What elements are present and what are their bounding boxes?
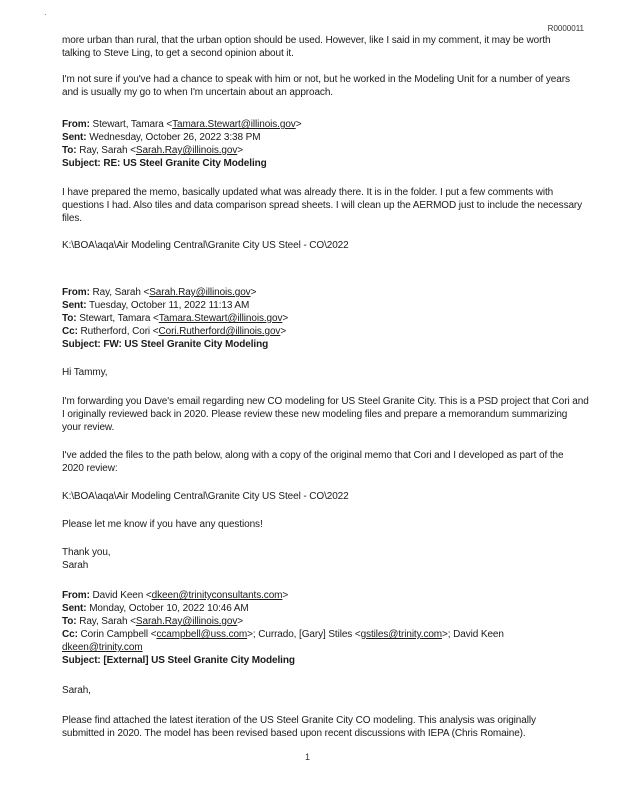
email3-to: [62, 615, 243, 628]
from-value: David Keen <: [92, 590, 152, 601]
email2-cc: [62, 325, 286, 338]
final-line-1: Please find attached the latest iteration of the US Steel Granite City CO modeling. This analysis was originally: [62, 715, 536, 726]
memo-line-1: I have prepared the memo, basically updated what was already there. It is in the folder. I put a few comments with: [62, 187, 554, 198]
email-link[interactable]: Sarah.Ray@illinois.gov: [135, 616, 238, 627]
memo-line-3: files.: [62, 213, 82, 224]
files-line-2: 2020 review:: [62, 463, 118, 474]
email-link[interactable]: dkeen@trinityconsultants.com: [151, 590, 283, 601]
signature-sarah: Sarah: [62, 560, 89, 571]
email3-cc-cont: [62, 641, 143, 654]
files-line-1: I've added the files to the path below, along with a copy of the original memo that Cori and I developed as part of the: [62, 450, 564, 461]
email-link[interactable]: Tamara.Stewart@illinois.gov: [172, 119, 296, 130]
corner-mark: ·: [44, 10, 47, 19]
file-path-1: K:\BOA\aqa\Air Modeling Central\Granite City US Steel - CO\2022: [62, 240, 349, 251]
to-value: Stewart, Tamara <: [79, 313, 159, 324]
final-line-2: submitted in 2020. The model has been revised based upon recent discussions with IEPA (Chris Romaine).: [62, 728, 526, 739]
bracket: >: [282, 313, 289, 324]
sent-value: Monday, October 10, 2022 10:46 AM: [89, 603, 249, 614]
from-label: From:: [62, 287, 90, 298]
sent-label: Sent:: [62, 132, 87, 143]
bracket: >: [295, 119, 302, 130]
from-label: From:: [62, 590, 90, 601]
email3-cc: [62, 628, 504, 641]
to-value: Ray, Sarah <: [79, 616, 136, 627]
subject-label: Subject:: [62, 655, 101, 666]
email2-from: [62, 286, 256, 299]
memo-line-2: questions I had. Also tiles and data comparison spread sheets. I will clean up the AERMOD just to include the necessary: [62, 200, 583, 211]
fwd-line-1: I'm forwarding you Dave's email regarding new CO modeling for US Steel Granite City. This is a PSD project that Cori and: [62, 396, 589, 407]
email1-sent: [62, 131, 260, 144]
email-link[interactable]: Tamara.Stewart@illinois.gov: [158, 313, 283, 324]
email-link[interactable]: dkeen@trinity.com: [62, 642, 143, 653]
email2-to: [62, 312, 288, 325]
bracket: >: [282, 590, 289, 601]
cc-value: Rutherford, Cori <: [80, 326, 159, 337]
from-value: Ray, Sarah <: [92, 287, 150, 298]
cc-label: Cc:: [62, 629, 78, 640]
fwd-line-3: your review.: [62, 422, 115, 433]
intro-line-2: talking to Steve Ling, to get a second opinion about it.: [62, 48, 294, 59]
bracket: >: [237, 616, 243, 627]
sent-value: Wednesday, October 26, 2022 3:38 PM: [89, 132, 261, 143]
file-path-2: K:\BOA\aqa\Air Modeling Central\Granite City US Steel - CO\2022: [62, 491, 349, 502]
email3-subject: [62, 654, 295, 667]
email1-from: [62, 118, 301, 131]
cc-value: Corin Campbell <: [80, 629, 157, 640]
cc-value: >; David Keen: [442, 629, 504, 640]
steve-line-2: and is usually my go to when I'm uncertain about an approach.: [62, 87, 333, 98]
greeting-sarah: Sarah,: [62, 685, 91, 696]
email-link[interactable]: gstiles@trinity.com: [360, 629, 443, 640]
to-label: To:: [62, 616, 77, 627]
email3-from: [62, 589, 288, 602]
steve-line-1: I'm not sure if you've had a chance to speak with him or not, but he worked in the Modeling Unit for a number of years: [62, 74, 570, 85]
to-label: To:: [62, 313, 77, 324]
email3-sent: [62, 602, 249, 615]
cc-label: Cc:: [62, 326, 78, 337]
sent-label: Sent:: [62, 603, 87, 614]
subject-label: Subject:: [62, 339, 101, 350]
page-number: 1: [305, 752, 311, 762]
subject-value: [External] US Steel Granite City Modeling: [103, 655, 295, 666]
subject-value: RE: US Steel Granite City Modeling: [103, 158, 267, 169]
from-label: From:: [62, 119, 90, 130]
fwd-line-2: I originally reviewed back in 2020. Please review these new modeling files and prepare a memorandum summarizing: [62, 409, 568, 420]
thanks-line: Thank you,: [62, 547, 111, 558]
bracket: >: [250, 287, 257, 298]
email2-subject: [62, 338, 268, 351]
subject-label: Subject:: [62, 158, 101, 169]
email-link[interactable]: Sarah.Ray@illinois.gov: [149, 287, 251, 298]
email-link[interactable]: Cori.Rutherford@illinois.gov: [158, 326, 281, 337]
bracket: >: [280, 326, 287, 337]
email1-to: [62, 144, 243, 157]
email-link[interactable]: Sarah.Ray@illinois.gov: [135, 145, 238, 156]
bracket: >: [237, 145, 243, 156]
sent-value: Tuesday, October 11, 2022 11:13 AM: [89, 300, 250, 311]
email1-subject: [62, 157, 267, 170]
email-link[interactable]: ccampbell@uss.com: [156, 629, 248, 640]
document-id: R0000011: [547, 24, 584, 33]
greeting-tammy: Hi Tammy,: [62, 367, 108, 378]
to-value: Ray, Sarah <: [79, 145, 136, 156]
to-label: To:: [62, 145, 77, 156]
intro-line-1: more urban than rural, that the urban option should be used. However, like I said in my comment, it may be worth: [62, 35, 551, 46]
email2-sent: [62, 299, 249, 312]
questions-line: Please let me know if you have any questions!: [62, 519, 263, 530]
sent-label: Sent:: [62, 300, 87, 311]
cc-value: >; Currado, [Gary] Stiles <: [247, 629, 361, 640]
subject-value: FW: US Steel Granite City Modeling: [103, 339, 269, 350]
from-value: Stewart, Tamara <: [92, 119, 173, 130]
